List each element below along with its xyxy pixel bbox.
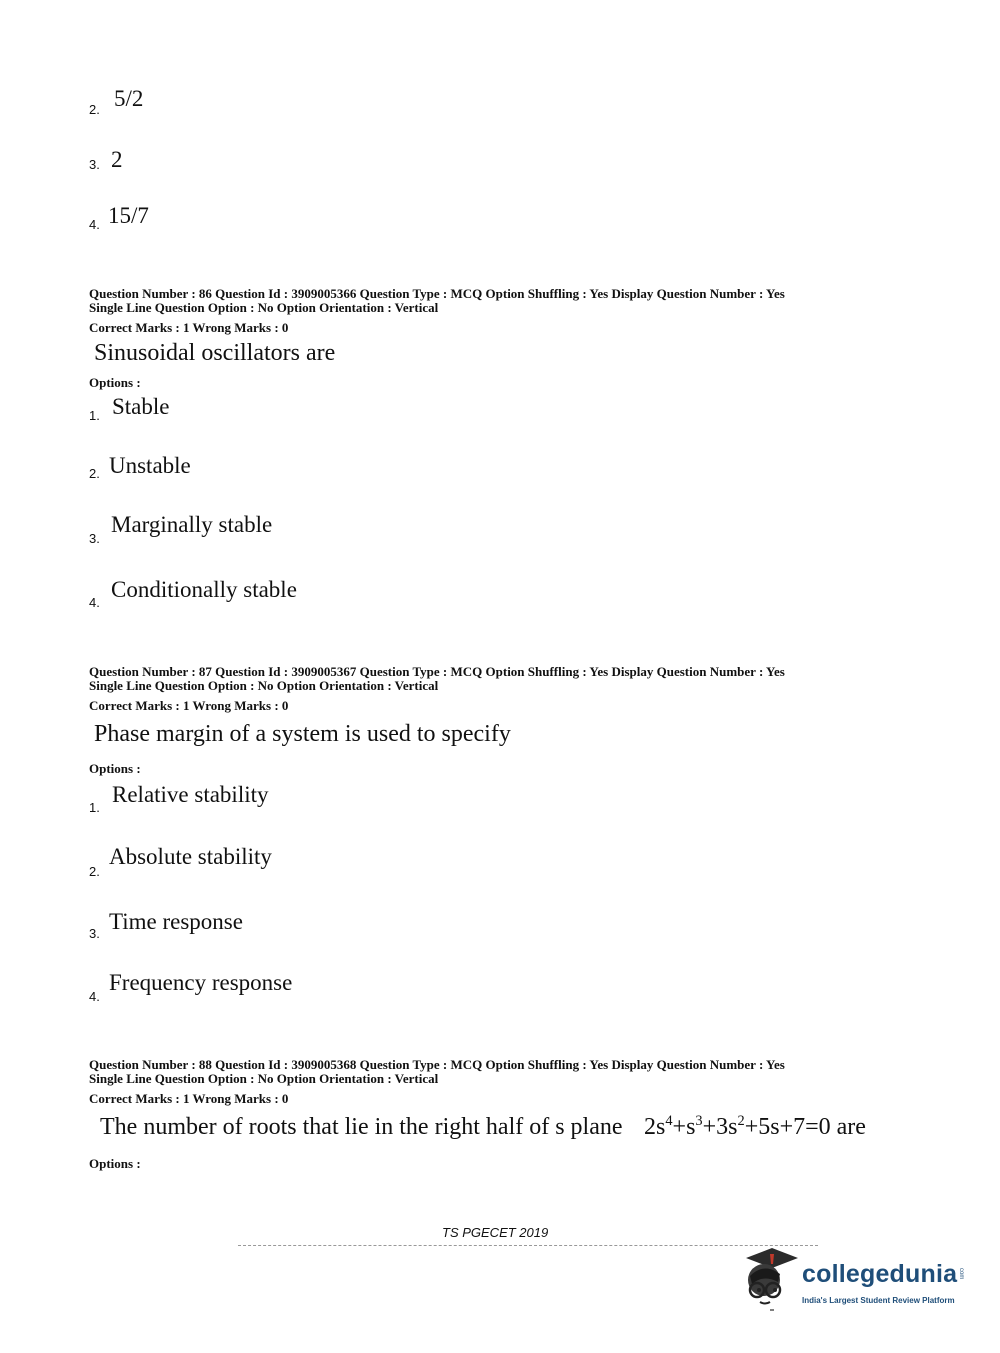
question-meta-line: Single Line Question Option : No Option Orientation : Vertical: [89, 678, 439, 693]
option-number: 4.: [89, 989, 100, 1004]
option-number: 2.: [89, 864, 100, 879]
option-number: 4.: [89, 595, 100, 610]
option-text: Marginally stable: [111, 512, 273, 537]
footer-divider: [238, 1245, 818, 1246]
option-number: 1.: [89, 408, 100, 423]
logo-wordmark: collegedunia: [802, 1260, 958, 1288]
option-number: 3.: [89, 157, 100, 172]
options-label: Options :: [89, 375, 141, 390]
option-text: Absolute stability: [109, 844, 272, 869]
mascot-icon: [740, 1246, 802, 1312]
logo-tagline: India's Largest Student Review Platform: [802, 1296, 955, 1305]
option-number: 3.: [89, 531, 100, 546]
logo-com-mark: com: [958, 1268, 964, 1280]
marks-line: Correct Marks : 1 Wrong Marks : 0: [89, 698, 289, 713]
option-number: 3.: [89, 926, 100, 941]
option-number: 2.: [89, 466, 100, 481]
options-label: Options :: [89, 1156, 141, 1171]
option-text: 5/2: [114, 86, 144, 111]
option-number: 2.: [89, 102, 100, 117]
question-text: Phase margin of a system is used to specify: [94, 721, 511, 747]
option-text: Conditionally stable: [111, 577, 297, 602]
option-number: 4.: [89, 217, 100, 232]
option-text: Unstable: [109, 453, 191, 478]
marks-line: Correct Marks : 1 Wrong Marks : 0: [89, 320, 289, 335]
option-text: Relative stability: [112, 782, 269, 807]
option-text: 15/7: [108, 203, 149, 228]
question-meta-line: Single Line Question Option : No Option Orientation : Vertical: [89, 300, 439, 315]
question-text: Sinusoidal oscillators are: [94, 340, 336, 366]
option-text: Time response: [109, 909, 243, 934]
options-label: Options :: [89, 761, 141, 776]
marks-line: Correct Marks : 1 Wrong Marks : 0: [89, 1091, 289, 1106]
page-footer: TS PGECET 2019: [442, 1225, 549, 1240]
question-meta-line: Single Line Question Option : No Option Orientation : Vertical: [89, 1071, 439, 1086]
option-text: Frequency response: [109, 970, 293, 995]
question-meta-line: Question Number : 88 Question Id : 3909005368 Question Type : MCQ Option Shuffling : Yes Display Question Number : Yes: [89, 1057, 785, 1072]
option-text: 2: [111, 147, 123, 172]
option-text: Stable: [112, 394, 170, 419]
question-meta-line: Question Number : 86 Question Id : 3909005366 Question Type : MCQ Option Shuffling : Yes Display Question Number : Yes: [89, 286, 785, 301]
collegedunia-logo: [740, 1246, 980, 1316]
characteristic-equation: $2s^4+s^3+3s^2+5s+7=0$ are: [644, 1113, 866, 1140]
option-number: 1.: [89, 800, 100, 815]
question-text: The number of roots that lie in the right half of s plane: [100, 1114, 623, 1140]
question-meta-line: Question Number : 87 Question Id : 3909005367 Question Type : MCQ Option Shuffling : Yes Display Question Number : Yes: [89, 664, 785, 679]
